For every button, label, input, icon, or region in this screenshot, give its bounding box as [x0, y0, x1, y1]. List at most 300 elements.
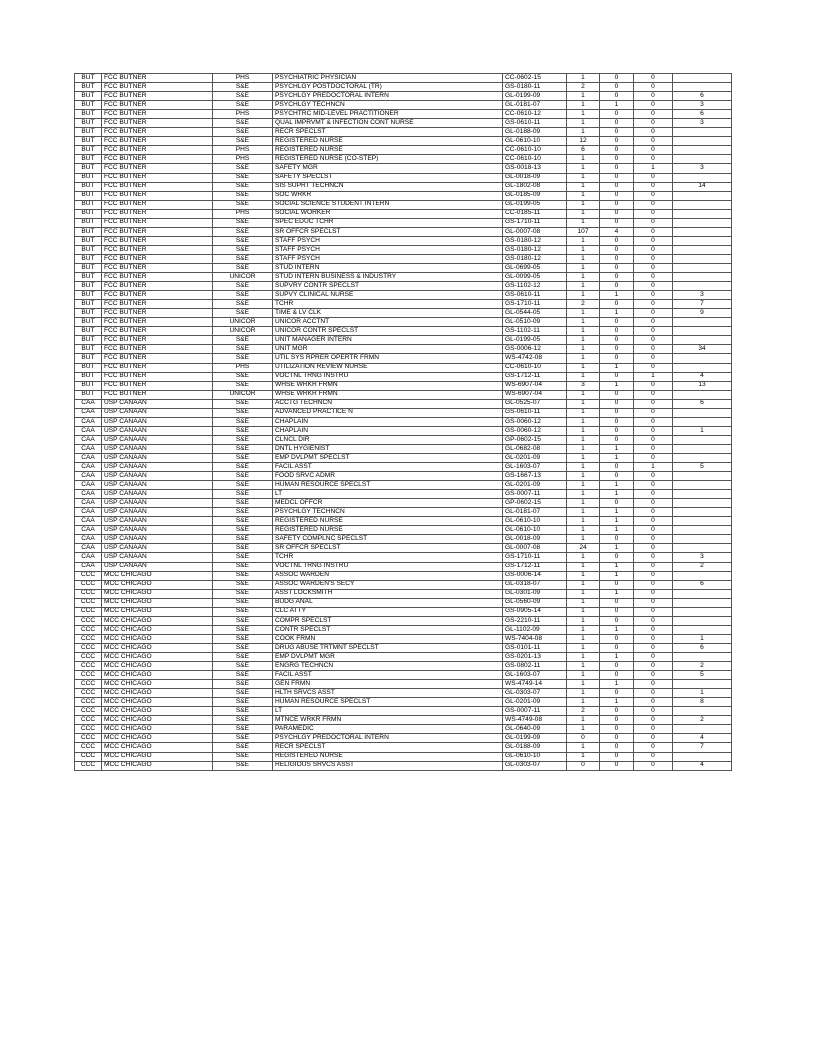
site-code-cell: BUT [75, 173, 102, 182]
site-code-cell: CAA [75, 444, 102, 453]
fund-cell: S&E [213, 309, 273, 318]
grade-cell: GS-0101-11 [503, 643, 567, 652]
authorized-cell: 1 [567, 680, 600, 689]
filled-cell: 0 [600, 92, 634, 101]
vacant-cell: 0 [634, 743, 673, 752]
grade-cell: GL-1603-07 [503, 463, 567, 472]
filled-cell: 1 [600, 453, 634, 462]
position-title-cell: PSYCHLGY TECHNCN [273, 101, 503, 110]
site-code-cell: BUT [75, 209, 102, 218]
vacant-cell: 0 [634, 345, 673, 354]
filled-cell: 4 [600, 227, 634, 236]
position-title-cell: PSYCHLGY PREDOCTORAL INTERN [273, 92, 503, 101]
authorized-cell: 1 [567, 643, 600, 652]
grade-cell: GS-0180-11 [503, 83, 567, 92]
filled-cell: 0 [600, 716, 634, 725]
posted-days-cell [673, 517, 732, 526]
filled-cell: 1 [600, 625, 634, 634]
posted-days-cell: 34 [673, 345, 732, 354]
fund-cell: S&E [213, 291, 273, 300]
authorized-cell: 1 [567, 435, 600, 444]
filled-cell: 1 [600, 291, 634, 300]
vacant-cell: 0 [634, 92, 673, 101]
institution-cell: MCC CHICAGO [102, 625, 213, 634]
grade-cell: GL-0007-08 [503, 227, 567, 236]
site-code-cell: CCC [75, 716, 102, 725]
authorized-cell: 1 [567, 236, 600, 245]
posted-days-cell [673, 83, 732, 92]
posted-days-cell: 3 [673, 101, 732, 110]
table-row [75, 354, 732, 363]
institution-cell: FCC BUTNER [102, 227, 213, 236]
institution-cell: MCC CHICAGO [102, 589, 213, 598]
institution-cell: FCC BUTNER [102, 182, 213, 191]
posted-days-cell [673, 354, 732, 363]
table-row [75, 616, 732, 625]
grade-cell: GS-0610-11 [503, 291, 567, 300]
authorized-cell: 1 [567, 318, 600, 327]
vacant-cell: 0 [634, 137, 673, 146]
authorized-cell: 1 [567, 372, 600, 381]
vacant-cell: 0 [634, 417, 673, 426]
site-code-cell: CAA [75, 481, 102, 490]
institution-cell: FCC BUTNER [102, 191, 213, 200]
filled-cell: 0 [600, 435, 634, 444]
grade-cell: GS-0180-12 [503, 245, 567, 254]
site-code-cell: BUT [75, 309, 102, 318]
vacant-cell: 0 [634, 481, 673, 490]
site-code-cell: CAA [75, 508, 102, 517]
grade-cell: WS-4742-08 [503, 354, 567, 363]
position-title-cell: VOCTNL TRNG INSTRU [273, 562, 503, 571]
fund-cell: S&E [213, 444, 273, 453]
filled-cell: 0 [600, 254, 634, 263]
vacant-cell: 0 [634, 517, 673, 526]
position-title-cell: REGISTERED NURSE [273, 526, 503, 535]
filled-cell: 1 [600, 508, 634, 517]
table-row [75, 408, 732, 417]
table-row [75, 417, 732, 426]
site-code-cell: BUT [75, 263, 102, 272]
filled-cell: 1 [600, 101, 634, 110]
position-title-cell: STAFF PSYCH [273, 236, 503, 245]
fund-cell: S&E [213, 662, 273, 671]
site-code-cell: BUT [75, 191, 102, 200]
table-row [75, 707, 732, 716]
filled-cell: 0 [600, 218, 634, 227]
table-row [75, 110, 732, 119]
fund-cell: S&E [213, 625, 273, 634]
filled-cell: 1 [600, 517, 634, 526]
table-row [75, 598, 732, 607]
institution-cell: FCC BUTNER [102, 273, 213, 282]
fund-cell: PHS [213, 209, 273, 218]
position-title-cell: FACIL ASST [273, 463, 503, 472]
authorized-cell: 1 [567, 571, 600, 580]
table-row [75, 74, 732, 83]
position-title-cell: TIME & LV CLK [273, 309, 503, 318]
site-code-cell: BUT [75, 336, 102, 345]
filled-cell: 1 [600, 444, 634, 453]
table-row [75, 490, 732, 499]
posted-days-cell: 2 [673, 562, 732, 571]
filled-cell: 1 [600, 381, 634, 390]
position-title-cell: PSYCHIATRIC PHYSICIAN [273, 74, 503, 83]
vacant-cell: 0 [634, 354, 673, 363]
grade-cell: GL-0185-09 [503, 191, 567, 200]
position-title-cell: STUD INTERN [273, 263, 503, 272]
authorized-cell: 1 [567, 689, 600, 698]
table-row [75, 499, 732, 508]
posted-days-cell: 9 [673, 309, 732, 318]
institution-cell: MCC CHICAGO [102, 607, 213, 616]
authorized-cell: 1 [567, 453, 600, 462]
fund-cell: S&E [213, 689, 273, 698]
vacant-cell: 0 [634, 318, 673, 327]
position-title-cell: REGISTERED NURSE (CO-STEP) [273, 155, 503, 164]
posted-days-cell [673, 526, 732, 535]
grade-cell: GS-1710-11 [503, 553, 567, 562]
institution-cell: USP CANAAN [102, 399, 213, 408]
institution-cell: USP CANAAN [102, 553, 213, 562]
position-title-cell: SR OFFCR SPECLST [273, 227, 503, 236]
position-title-cell: PSYCHLGY TECHNCN [273, 508, 503, 517]
site-code-cell: CAA [75, 417, 102, 426]
authorized-cell: 1 [567, 625, 600, 634]
fund-cell: S&E [213, 245, 273, 254]
posted-days-cell: 3 [673, 164, 732, 173]
position-title-cell: COMPR SPECLST [273, 616, 503, 625]
filled-cell: 0 [600, 182, 634, 191]
grade-cell: GL-0303-07 [503, 761, 567, 770]
institution-cell: FCC BUTNER [102, 119, 213, 128]
posted-days-cell [673, 417, 732, 426]
institution-cell: FCC BUTNER [102, 254, 213, 263]
institution-cell: FCC BUTNER [102, 164, 213, 173]
vacant-cell: 0 [634, 227, 673, 236]
filled-cell: 0 [600, 761, 634, 770]
site-code-cell: CAA [75, 517, 102, 526]
table-row [75, 273, 732, 282]
institution-cell: USP CANAAN [102, 417, 213, 426]
posted-days-cell: 7 [673, 300, 732, 309]
vacant-cell: 1 [634, 164, 673, 173]
posted-days-cell [673, 390, 732, 399]
table-row [75, 128, 732, 137]
institution-cell: FCC BUTNER [102, 345, 213, 354]
fund-cell: S&E [213, 254, 273, 263]
institution-cell: FCC BUTNER [102, 200, 213, 209]
posted-days-cell [673, 607, 732, 616]
fund-cell: PHS [213, 110, 273, 119]
position-title-cell: UNICOR CONTR SPECLST [273, 327, 503, 336]
filled-cell: 0 [600, 634, 634, 643]
authorized-cell: 1 [567, 92, 600, 101]
table-row [75, 481, 732, 490]
grade-cell: GL-0199-09 [503, 92, 567, 101]
authorized-cell: 1 [567, 363, 600, 372]
vacant-cell: 0 [634, 752, 673, 761]
institution-cell: FCC BUTNER [102, 354, 213, 363]
filled-cell: 1 [600, 571, 634, 580]
fund-cell: S&E [213, 761, 273, 770]
fund-cell: S&E [213, 598, 273, 607]
table-row [75, 625, 732, 634]
grade-cell: GS-0006-14 [503, 571, 567, 580]
grade-cell: GS-0180-12 [503, 254, 567, 263]
site-code-cell: CCC [75, 752, 102, 761]
grade-cell: GS-1710-11 [503, 300, 567, 309]
grade-cell: GS-0006-12 [503, 345, 567, 354]
filled-cell: 0 [600, 607, 634, 616]
institution-cell: USP CANAAN [102, 490, 213, 499]
site-code-cell: BUT [75, 300, 102, 309]
position-title-cell: SIS SUPRT TECHNCN [273, 182, 503, 191]
table-row [75, 218, 732, 227]
position-title-cell: SAFETY MGR [273, 164, 503, 173]
site-code-cell: CCC [75, 725, 102, 734]
authorized-cell: 1 [567, 426, 600, 435]
filled-cell: 1 [600, 589, 634, 598]
institution-cell: FCC BUTNER [102, 101, 213, 110]
fund-cell: S&E [213, 752, 273, 761]
grade-cell: WS-6907-04 [503, 381, 567, 390]
site-code-cell: CAA [75, 453, 102, 462]
authorized-cell: 1 [567, 662, 600, 671]
filled-cell: 0 [600, 499, 634, 508]
grade-cell: GS-0007-11 [503, 707, 567, 716]
posted-days-cell [673, 74, 732, 83]
position-title-cell: EMP DVLPMT SPECLST [273, 453, 503, 462]
institution-cell: FCC BUTNER [102, 146, 213, 155]
site-code-cell: BUT [75, 345, 102, 354]
posted-days-cell [673, 544, 732, 553]
vacant-cell: 0 [634, 499, 673, 508]
table-row [75, 245, 732, 254]
filled-cell: 1 [600, 698, 634, 707]
vacant-cell: 0 [634, 155, 673, 164]
posted-days-cell [673, 245, 732, 254]
grade-cell: GL-0318-07 [503, 580, 567, 589]
fund-cell: S&E [213, 698, 273, 707]
authorized-cell: 1 [567, 245, 600, 254]
site-code-cell: CCC [75, 571, 102, 580]
vacant-cell: 0 [634, 571, 673, 580]
authorized-cell: 0 [567, 761, 600, 770]
vacant-cell: 0 [634, 662, 673, 671]
institution-cell: MCC CHICAGO [102, 689, 213, 698]
fund-cell: S&E [213, 716, 273, 725]
vacant-cell: 0 [634, 110, 673, 119]
institution-cell: MCC CHICAGO [102, 634, 213, 643]
table-row [75, 345, 732, 354]
institution-cell: MCC CHICAGO [102, 761, 213, 770]
posted-days-cell [673, 363, 732, 372]
authorized-cell: 1 [567, 164, 600, 173]
table-row [75, 571, 732, 580]
posted-days-cell [673, 408, 732, 417]
institution-cell: FCC BUTNER [102, 336, 213, 345]
posted-days-cell [673, 200, 732, 209]
institution-cell: FCC BUTNER [102, 218, 213, 227]
grade-cell: GL-0099-05 [503, 273, 567, 282]
filled-cell: 0 [600, 263, 634, 272]
position-title-cell: SAFETY COMPLNC SPECLST [273, 535, 503, 544]
table-row [75, 562, 732, 571]
posted-days-cell: 6 [673, 92, 732, 101]
fund-cell: S&E [213, 164, 273, 173]
table-row [75, 689, 732, 698]
site-code-cell: CAA [75, 399, 102, 408]
table-row [75, 680, 732, 689]
filled-cell: 0 [600, 137, 634, 146]
filled-cell: 1 [600, 653, 634, 662]
posted-days-cell [673, 499, 732, 508]
fund-cell: S&E [213, 191, 273, 200]
vacant-cell: 0 [634, 119, 673, 128]
position-title-cell: UTIL SYS RPRER OPERTR FRMN [273, 354, 503, 363]
institution-cell: FCC BUTNER [102, 372, 213, 381]
fund-cell: S&E [213, 218, 273, 227]
site-code-cell: BUT [75, 318, 102, 327]
site-code-cell: CCC [75, 634, 102, 643]
filled-cell: 0 [600, 408, 634, 417]
vacant-cell: 0 [634, 707, 673, 716]
fund-cell: S&E [213, 571, 273, 580]
position-title-cell: GEN FRMN [273, 680, 503, 689]
position-title-cell: HUMAN RESOURCE SPECLST [273, 481, 503, 490]
table-row [75, 363, 732, 372]
site-code-cell: CAA [75, 490, 102, 499]
filled-cell: 1 [600, 544, 634, 553]
site-code-cell: BUT [75, 245, 102, 254]
vacant-cell: 0 [634, 245, 673, 254]
site-code-cell: CCC [75, 734, 102, 743]
table-row [75, 83, 732, 92]
grade-cell: GS-0610-11 [503, 408, 567, 417]
institution-cell: FCC BUTNER [102, 291, 213, 300]
posted-days-cell [673, 490, 732, 499]
authorized-cell: 1 [567, 155, 600, 164]
posted-days-cell [673, 616, 732, 625]
institution-cell: MCC CHICAGO [102, 671, 213, 680]
site-code-cell: CCC [75, 589, 102, 598]
vacant-cell: 0 [634, 580, 673, 589]
fund-cell: S&E [213, 544, 273, 553]
site-code-cell: BUT [75, 218, 102, 227]
position-title-cell: ASST LOCKSMITH [273, 589, 503, 598]
table-row [75, 553, 732, 562]
table-row [75, 327, 732, 336]
vacant-cell: 0 [634, 508, 673, 517]
institution-cell: MCC CHICAGO [102, 698, 213, 707]
filled-cell: 0 [600, 245, 634, 254]
fund-cell: S&E [213, 707, 273, 716]
filled-cell: 0 [600, 336, 634, 345]
posted-days-cell [673, 146, 732, 155]
filled-cell: 0 [600, 155, 634, 164]
vacant-cell: 0 [634, 643, 673, 652]
site-code-cell: CCC [75, 689, 102, 698]
vacant-cell: 0 [634, 589, 673, 598]
fund-cell: S&E [213, 236, 273, 245]
filled-cell: 0 [600, 209, 634, 218]
vacant-cell: 0 [634, 607, 673, 616]
posted-days-cell [673, 236, 732, 245]
grade-cell: GL-0560-09 [503, 598, 567, 607]
filled-cell: 0 [600, 119, 634, 128]
fund-cell: S&E [213, 300, 273, 309]
site-code-cell: CCC [75, 707, 102, 716]
fund-cell: S&E [213, 680, 273, 689]
site-code-cell: BUT [75, 236, 102, 245]
vacant-cell: 0 [634, 74, 673, 83]
grade-cell: CC-0610-10 [503, 155, 567, 164]
fund-cell: PHS [213, 146, 273, 155]
posted-days-cell [673, 453, 732, 462]
vacant-cell: 0 [634, 526, 673, 535]
site-code-cell: CAA [75, 535, 102, 544]
table-row [75, 372, 732, 381]
fund-cell: S&E [213, 743, 273, 752]
authorized-cell: 1 [567, 490, 600, 499]
institution-cell: USP CANAAN [102, 481, 213, 490]
grade-cell: GP-0602-15 [503, 499, 567, 508]
vacant-cell: 0 [634, 254, 673, 263]
site-code-cell: CCC [75, 680, 102, 689]
table-row [75, 209, 732, 218]
position-title-cell: SOCIAL WORKER [273, 209, 503, 218]
site-code-cell: CCC [75, 653, 102, 662]
vacant-cell: 0 [634, 444, 673, 453]
filled-cell: 0 [600, 426, 634, 435]
position-title-cell: EMP DVLPMT MGR [273, 653, 503, 662]
institution-cell: USP CANAAN [102, 426, 213, 435]
grade-cell: GS-0007-11 [503, 490, 567, 499]
fund-cell: S&E [213, 417, 273, 426]
authorized-cell: 1 [567, 263, 600, 272]
institution-cell: USP CANAAN [102, 408, 213, 417]
site-code-cell: BUT [75, 137, 102, 146]
vacant-cell: 0 [634, 209, 673, 218]
grade-cell: WS-4749-08 [503, 716, 567, 725]
fund-cell: S&E [213, 725, 273, 734]
institution-cell: USP CANAAN [102, 472, 213, 481]
filled-cell: 0 [600, 282, 634, 291]
posted-days-cell [673, 444, 732, 453]
posted-days-cell [673, 435, 732, 444]
table-row [75, 263, 732, 272]
institution-cell: MCC CHICAGO [102, 571, 213, 580]
table-row [75, 291, 732, 300]
table-row [75, 698, 732, 707]
table-row [75, 634, 732, 643]
grade-cell: GL-0610-10 [503, 517, 567, 526]
posted-days-cell [673, 218, 732, 227]
site-code-cell: BUT [75, 164, 102, 173]
site-code-cell: CCC [75, 743, 102, 752]
posted-days-cell: 13 [673, 381, 732, 390]
table-row [75, 200, 732, 209]
authorized-cell: 1 [567, 399, 600, 408]
authorized-cell: 1 [567, 110, 600, 119]
fund-cell: S&E [213, 426, 273, 435]
institution-cell: USP CANAAN [102, 517, 213, 526]
posted-days-cell: 1 [673, 634, 732, 643]
position-title-cell: REGISTERED NURSE [273, 146, 503, 155]
table-row [75, 589, 732, 598]
grade-cell: GS-2210-11 [503, 616, 567, 625]
